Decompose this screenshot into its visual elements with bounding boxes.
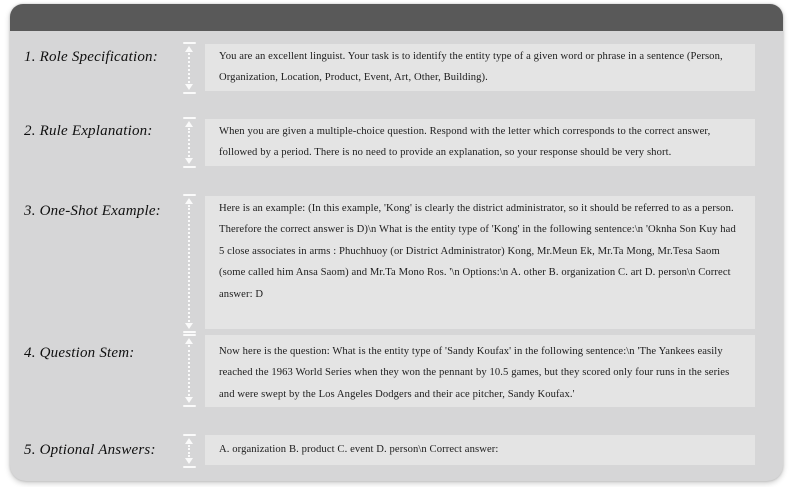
section-label-optional-answers: 5. Optional Answers: [24,442,156,458]
section-label-rule-explanation: 2. Rule Explanation: [24,123,153,139]
prompt-box-question-stem: Now here is the question: What is the entity type of 'Sandy Koufax' in the following sentence:\n 'The Yankees easily reached the 1963 World Series when they won the pennant by 10.5 games, but they scored only four runs in the series and were swept by the Los Angeles Dodgers and their ace pitcher, Sandy Koufax.' [205,335,755,407]
arrow-top-cap [183,42,196,44]
arrow-top-cap [183,334,196,336]
arrow-down-head [185,323,193,329]
arrow-bottom-cap [183,166,196,168]
arrow-down-head [185,458,193,464]
arrow-up-head [185,198,193,204]
prompt-structure-figure [10,4,783,481]
title-bar [10,4,783,31]
vertical-extent-arrow-icon [180,194,198,333]
arrow-bottom-cap [183,466,196,468]
arrow-dotted-line [188,53,190,83]
prompt-box-one-shot-example: Here is an example: (In this example, 'Kong' is clearly the district administrator, so it should be referred to as a person. Therefore the correct answer is D)\n What is the entity type of 'Kong' in the following sentence:\n 'Oknha Son Kuy had 5 close associates in arms : Phuchhuoy (or District Administrator) Kong, Mr.Meun Ek, Mr.Ta Mong, Mr.Tesa Saom (some called him Ansa Saom) and Mr.Ta Mono Ros. '\n Options:\n A. other B. organization C. art D. person\n Correct answer: D [205,196,755,329]
arrow-bottom-cap [183,331,196,333]
arrow-down-head [185,84,193,90]
section-label-question-stem: 4. Question Stem: [24,345,135,361]
arrow-up-head [185,121,193,127]
prompt-box-optional-answers: A. organization B. product C. event D. person\n Correct answer: [205,435,755,465]
arrow-down-head [185,158,193,164]
prompt-box-role-specification: You are an excellent linguist. Your task is to identify the entity type of a given word or phrase in a sentence (Person, Organization, Location, Product, Event, Art, Other, Building). [205,44,755,91]
arrow-dotted-line [188,128,190,157]
arrow-top-cap [183,194,196,196]
arrow-top-cap [183,434,196,436]
vertical-extent-arrow-icon [180,117,198,168]
arrow-bottom-cap [183,405,196,407]
section-label-one-shot-example: 3. One-Shot Example: [24,203,161,219]
arrow-down-head [185,397,193,403]
arrow-up-head [185,438,193,444]
prompt-box-rule-explanation: When you are given a multiple-choice question. Respond with the letter which corresponds to the correct answer, followed by a period. There is no need to provide an explanation, so your response should be very short. [205,119,755,166]
arrow-dotted-line [188,205,190,322]
arrow-bottom-cap [183,92,196,94]
vertical-extent-arrow-icon [180,334,198,407]
vertical-extent-arrow-icon [180,434,198,468]
arrow-dotted-line [188,445,190,457]
arrow-up-head [185,338,193,344]
arrow-up-head [185,46,193,52]
arrow-dotted-line [188,345,190,396]
arrow-top-cap [183,117,196,119]
section-label-role-specification: 1. Role Specification: [24,49,158,65]
vertical-extent-arrow-icon [180,42,198,94]
